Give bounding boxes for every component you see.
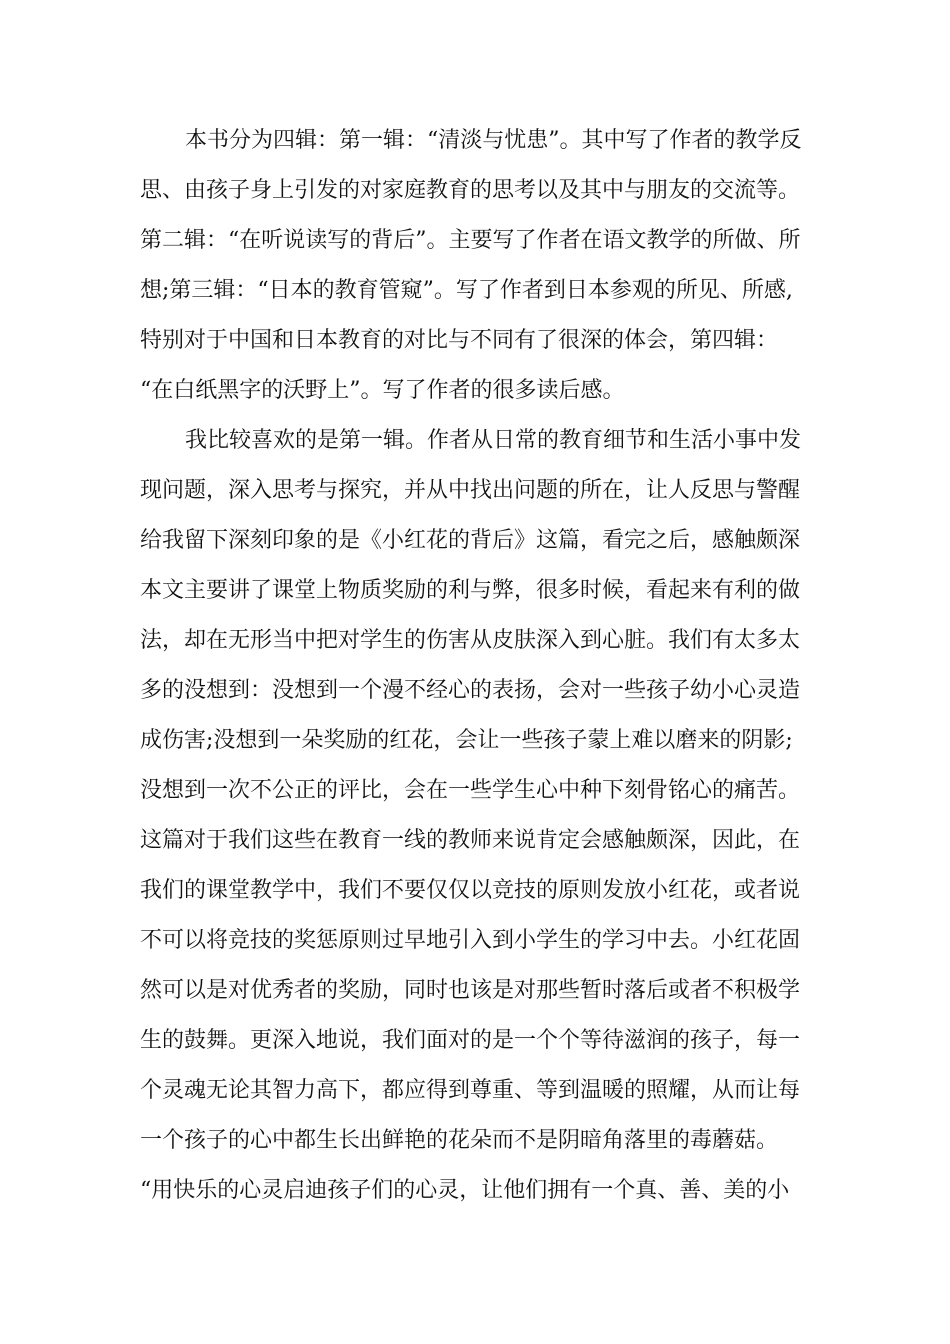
paragraph-2-line-4: 本文主要讲了课堂上物质奖励的利与弊，很多时候，看起来有利的做 [140,578,801,603]
paragraph-1-line-1: 本书分为四辑：第一辑：“清淡与忧患”。其中写了作者的教学反 [185,128,802,153]
paragraph-1-line-2: 思、由孩子身上引发的对家庭教育的思考以及其中与朋友的交流等。 [140,178,801,203]
paragraph-2-line-16: “用快乐的心灵启迪孩子们的心灵，让他们拥有一个真、善、美的小 [140,1178,790,1203]
paragraph-2-line-10: 我们的课堂教学中，我们不要仅仅以竞技的原则发放小红花，或者说 [140,878,801,903]
paragraph-2-line-15: 一个孩子的心中都生长出鲜艳的花朵而不是阴暗角落里的毒蘑菇。 [140,1128,779,1153]
paragraph-2-line-1: 我比较喜欢的是第一辑。作者从日常的教育细节和生活小事中发 [185,428,802,453]
paragraph-2-line-14: 个灵魂无论其智力高下，都应得到尊重、等到温暖的照耀，从而让每 [140,1078,801,1103]
paragraph-2-line-8: 没想到一次不公正的评比，会在一些学生心中种下刻骨铭心的痛苦。 [140,778,801,803]
paragraph-1-line-4: 想;第三辑：“日本的教育管窥”。写了作者到日本参观的所见、所感, [140,278,793,303]
paragraph-2-line-6: 多的没想到：没想到一个漫不经心的表扬，会对一些孩子幼小心灵造 [140,678,801,703]
paragraph-2-line-7: 成伤害;没想到一朵奖励的红花，会让一些孩子蒙上难以磨来的阴影; [140,728,793,753]
paragraph-2-line-2: 现问题，深入思考与探究，并从中找出问题的所在，让人反思与警醒 [140,478,801,503]
paragraph-1-line-6: “在白纸黑字的沃野上”。写了作者的很多读后感。 [140,378,625,403]
paragraph-1-line-5: 特别对于中国和日本教育的对比与不同有了很深的体会，第四辑： [140,328,779,353]
paragraph-2-line-3: 给我留下深刻印象的是《小红花的背后》这篇，看完之后，感触颇深 [140,528,801,553]
paragraph-2-line-12: 然可以是对优秀者的奖励，同时也该是对那些暂时落后或者不积极学 [140,978,801,1003]
paragraph-1-line-3: 第二辑：“在听说读写的背后”。主要写了作者在语文教学的所做、所 [140,228,801,253]
paragraph-2-line-13: 生的鼓舞。更深入地说，我们面对的是一个个等待滋润的孩子，每一 [140,1028,801,1053]
paragraph-2-line-5: 法，却在无形当中把对学生的伤害从皮肤深入到心脏。我们有太多太 [140,628,801,653]
paragraph-2-line-9: 这篇对于我们这些在教育一线的教师来说肯定会感触颇深，因此，在 [140,828,801,853]
paragraph-2-line-11: 不可以将竞技的奖惩原则过早地引入到小学生的学习中去。小红花固 [140,928,801,953]
